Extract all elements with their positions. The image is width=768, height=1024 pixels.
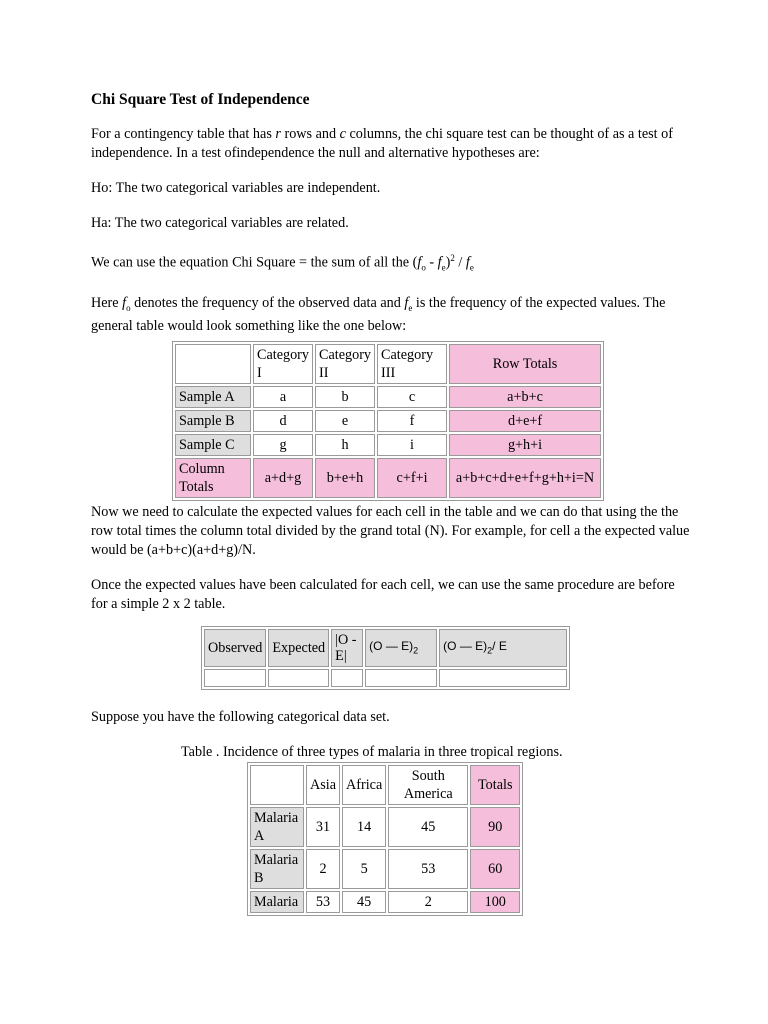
header-cell: Category II — [315, 344, 375, 384]
expected-values-paragraph: Now we need to calculate the expected values for each cell in the table and we can do that using the the row total times the column total divided by the grand total (N). For example, for cell a the expected value would be (a+b+c)(a+d+g)/N. — [91, 504, 690, 558]
table-row — [250, 849, 520, 889]
table-row — [175, 410, 601, 432]
malaria-table — [247, 762, 523, 916]
header-cell: Totals — [470, 765, 520, 805]
table-cell: i — [377, 434, 447, 456]
header-cell: Row Totals — [449, 344, 601, 384]
table-cell: 14 — [342, 807, 386, 847]
table-cell: f — [377, 410, 447, 432]
table-cell: a — [253, 386, 313, 408]
suppose-paragraph: Suppose you have the following categorical data set. — [91, 709, 390, 725]
suppose-section — [91, 708, 691, 743]
chi-component-header: (O — $E)_2/$ E — [439, 629, 567, 667]
table-cell: a+b+c — [449, 386, 601, 408]
table-cell: 100 — [470, 891, 520, 913]
table-cell: 2 — [388, 891, 468, 913]
table-cell: c — [377, 386, 447, 408]
table-cell: g — [253, 434, 313, 456]
table-cell — [439, 669, 567, 687]
header-cell: Asia — [306, 765, 340, 805]
table-cell: 2 — [306, 849, 340, 889]
notation-paragraph: Here $f_o$ denotes the frequency of the observed data and $f_e$ is the frequency of the expected values. The general table would look something like the one below: — [91, 294, 666, 335]
row-label: Malaria A — [250, 807, 304, 847]
table-header-row — [204, 629, 567, 667]
table-cell: b+e+h — [315, 458, 375, 498]
header-cell: Category I — [253, 344, 313, 384]
squared-diff-header: (O — $E)_2$ — [365, 629, 437, 667]
table-cell — [268, 669, 329, 687]
intro-paragraph: For a contingency table that has r rows and c columns, the chi square test can be thought of as a test of independence. In a test ofindependence the null and alternative hypotheses are: — [91, 126, 673, 161]
table-cell: 53 — [306, 891, 340, 913]
table-cell: a+b+c+d+e+f+g+h+i=N — [449, 458, 601, 498]
header-cell: South America — [388, 765, 468, 805]
null-hypothesis: Ho: The two categorical variables are independent. — [91, 180, 381, 196]
header-cell: Category III — [377, 344, 447, 384]
row-label: Sample B — [175, 410, 251, 432]
equation-paragraph: We can use the equation Chi Square = the sum of all the $(f_o - f_e)^2 / f_e$ — [91, 253, 474, 273]
document-body — [91, 90, 691, 352]
table-cell: a+d+g — [253, 458, 313, 498]
table-cell: d — [253, 410, 313, 432]
empty-header-cell — [175, 344, 251, 384]
table-header-row — [175, 344, 601, 384]
table-header-row — [250, 765, 520, 805]
table-cell — [204, 669, 266, 687]
table-cell: 5 — [342, 849, 386, 889]
table-cell: h — [315, 434, 375, 456]
alt-hypothesis: Ha: The two categorical variables are related. — [91, 215, 349, 231]
general-contingency-table — [172, 341, 604, 501]
expected-values-section — [91, 503, 691, 630]
table-row — [250, 807, 520, 847]
procedure-table — [201, 626, 570, 690]
table-cell: 45 — [388, 807, 468, 847]
row-label: Malaria B — [250, 849, 304, 889]
table-row — [175, 434, 601, 456]
page-title: Chi Square Test of Independence — [91, 91, 310, 108]
table-cell — [365, 669, 437, 687]
table-row — [175, 458, 601, 498]
empty-header-cell — [250, 765, 304, 805]
table-cell: b — [315, 386, 375, 408]
row-label: Column Totals — [175, 458, 251, 498]
table-row — [250, 891, 520, 913]
observed-header: Observed — [204, 629, 266, 667]
abs-diff-header: |O - E| — [331, 629, 363, 667]
procedure-paragraph: Once the expected values have been calculated for each cell, we can use the same procedure are before for a simple 2 x 2 table. — [91, 577, 675, 612]
table-row — [204, 669, 567, 687]
table-cell: 53 — [388, 849, 468, 889]
table-row — [175, 386, 601, 408]
row-label: Sample C — [175, 434, 251, 456]
table-cell: 90 — [470, 807, 520, 847]
table-cell: d+e+f — [449, 410, 601, 432]
table-cell: g+h+i — [449, 434, 601, 456]
table-caption: Table . Incidence of three types of malaria in three tropical regions. — [181, 744, 563, 760]
row-label: Malaria — [250, 891, 304, 913]
table-cell: e — [315, 410, 375, 432]
table-cell: 60 — [470, 849, 520, 889]
table-cell: 45 — [342, 891, 386, 913]
header-cell: Africa — [342, 765, 386, 805]
table-cell: 31 — [306, 807, 340, 847]
expected-header: Expected — [268, 629, 329, 667]
table-cell — [331, 669, 363, 687]
row-label: Sample A — [175, 386, 251, 408]
table-cell: c+f+i — [377, 458, 447, 498]
